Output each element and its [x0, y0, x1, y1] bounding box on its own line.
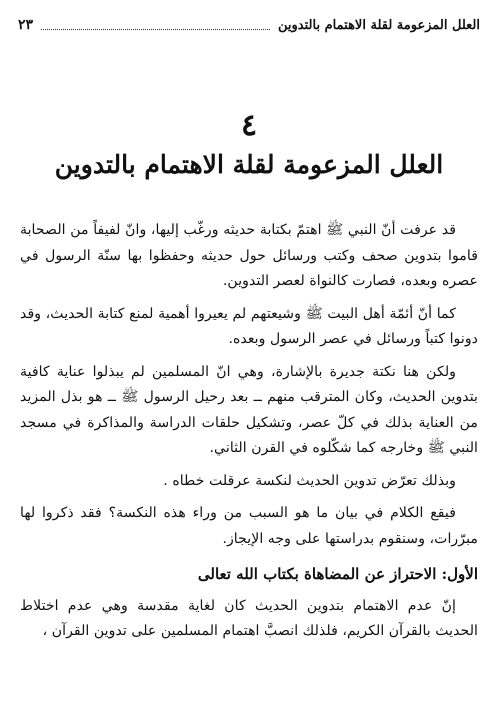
body-text: [20, 218, 478, 652]
page-number: ٢٣: [18, 17, 34, 33]
paragraph: فيقع الكلام في بيان ما هو السبب من وراء هذه النكسة؟ فقد ذكروا لها مبرّرات، وسنقوم بدراستها على وجه الإيجاز.: [20, 505, 478, 547]
paragraph: وبذلك تعرّض تدوين الحديث لنكسة عرقلت خطاه .: [163, 472, 456, 489]
chapter-number: ٤: [240, 108, 258, 143]
paragraph: ولكن هنا نكتة جديرة بالإشارة، وهي انّ المسلمين لم يبذلوا عناية كافية بتدوين الحديث، وكان المترقب منهم ــ بعد رحيل الرسول ﷺ ــ هو بذل المزيد من العناية بذلك في كلّ عصر، وتشكيل حلقات الدراسة والمذاكرة في مسجد النبي ﷺ وخارجه كما شكّلوه في القرن الثاني.: [20, 363, 478, 456]
paragraph: إنّ عدم الاهتمام بتدوين الحديث كان لغاية مقدسة وهي عدم اختلاط الحديث بالقرآن الكريم، فلذلك انصبَّ اهتمام المسلمين على تدوين القرآن ،: [20, 597, 478, 639]
section-heading: الأول: الاحتراز عن المضاهاة بكتاب الله تعالى: [197, 565, 478, 583]
running-header: [18, 14, 480, 36]
chapter-title: العلل المزعومة لقلة الاهتمام بالتدوين: [54, 150, 444, 179]
header-dotted-rule: [41, 21, 270, 30]
running-title: العلل المزعومة لقلة الاهتمام بالتدوين: [278, 17, 480, 33]
paragraph: قد عرفت أنّ النبي ﷺ اهتمّ بكتابة حديثه ورغّب إليها، وانّ لفيفاً من الصحابة قاموا بتدوين صحف وكتب ورسائل حول حديثه وحفظوا بها سنّة الرسول في عصره وبعده، فصارت كالنواة لعصر التدوين.: [20, 222, 478, 289]
paragraph: كما أنّ أئمّة أهل البيت ﷺ وشيعتهم لم يعيروا أهمية لمنع كتابة الحديث، وقد دونوا كتباً ورسائل في عصر الرسول وبعده.: [20, 305, 478, 347]
